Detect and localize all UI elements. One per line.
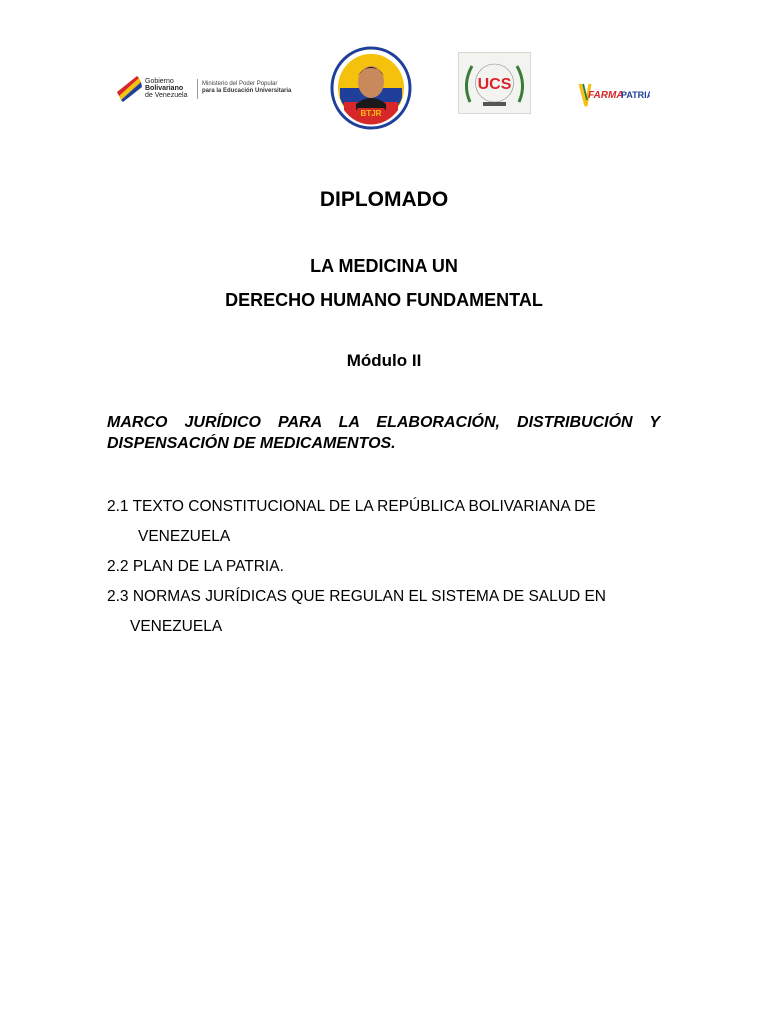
module-topic-line-2: DISPENSACIÓN DE MEDICAMENTOS. [107,435,396,452]
ministerio-text: Ministerio del Poder Popular para la Educación Universitaria [202,81,292,94]
gobierno-text: Gobierno Bolivariano de Venezuela [145,78,188,99]
subtitle-line-1: LA MEDICINA UN [310,256,458,276]
list-item-2-1: 2.1 TEXTO CONSTITUCIONAL DE LA REPÚBLICA BOLIVARIANA DE [107,498,596,515]
content-list [107,492,667,642]
logo-divider [197,79,198,99]
logo-header [0,0,768,140]
list-item-2-2: 2.2 PLAN DE LA PATRIA. [107,558,284,575]
document-heading: DIPLOMADO [319,188,449,211]
list-item-2-3: 2.3 NORMAS JURÍDICAS QUE REGULAN EL SISTEMA DE SALUD EN [107,588,606,605]
gobierno-bolivariano-logo [117,76,292,104]
svg-text:BTJR: BTJR [360,109,382,118]
venezuela-flag-icon [117,76,143,102]
list-item-2-1-continuation: VENEZUELA [138,528,231,545]
module-title: Módulo II [346,351,422,370]
svg-text:UCS: UCS [477,76,512,93]
module-topic-line-1: MARCO JURÍDICO PARA LA ELABORACIÓN, DISTRIBUCIÓN Y [107,414,660,431]
ucs-logo [458,52,531,114]
module-topic [107,412,660,454]
subtitle-line-2: DERECHO HUMANO FUNDAMENTAL [225,290,543,310]
svg-text:PATRIA: PATRIA [621,90,650,100]
btjr-seal-logo [330,46,412,130]
svg-text:FARMA: FARMA [588,90,624,101]
list-item-2-3-continuation: VENEZUELA [130,618,223,635]
farma-patria-logo [578,80,650,110]
